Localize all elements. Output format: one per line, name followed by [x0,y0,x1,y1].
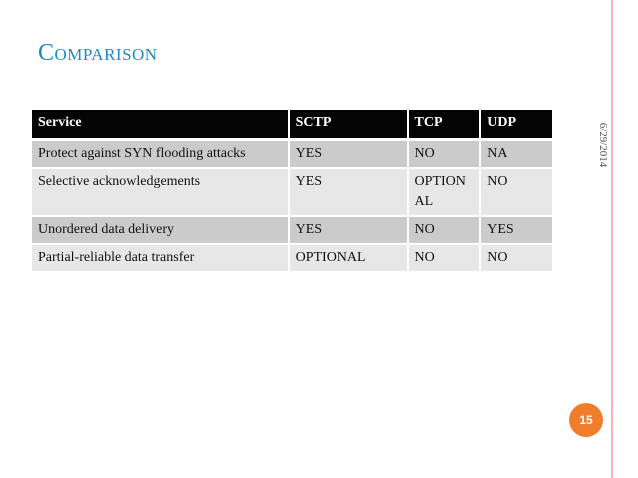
slide-date: 6/29/2014 [597,122,609,168]
cell-udp: YES [479,217,552,245]
cell-tcp: NO [407,141,480,169]
header-tcp: TCP [407,110,480,141]
header-udp: UDP [479,110,552,141]
cell-sctp: OPTIONAL [288,245,407,273]
table-header-row [32,110,552,141]
cell-sctp: YES [288,141,407,169]
header-service: Service [32,110,288,141]
right-border-line [611,0,613,478]
cell-service: Protect against SYN flooding attacks [32,141,288,169]
header-sctp: SCTP [288,110,407,141]
table-row [32,245,552,273]
cell-service: Selective acknowledgements [32,169,288,217]
table-row [32,217,552,245]
page-number-badge: 15 [569,403,603,437]
cell-service: Unordered data delivery [32,217,288,245]
cell-tcp: NO [407,217,480,245]
cell-tcp: NO [407,245,480,273]
cell-sctp: YES [288,169,407,217]
cell-service: Partial-reliable data transfer [32,245,288,273]
cell-sctp: YES [288,217,407,245]
cell-udp: NA [479,141,552,169]
cell-udp: NO [479,245,552,273]
comparison-table [32,110,552,273]
cell-tcp: OPTIONAL [407,169,480,217]
slide-title: Comparison [38,40,158,66]
table-row [32,169,552,217]
table-row [32,141,552,169]
cell-udp: NO [479,169,552,217]
